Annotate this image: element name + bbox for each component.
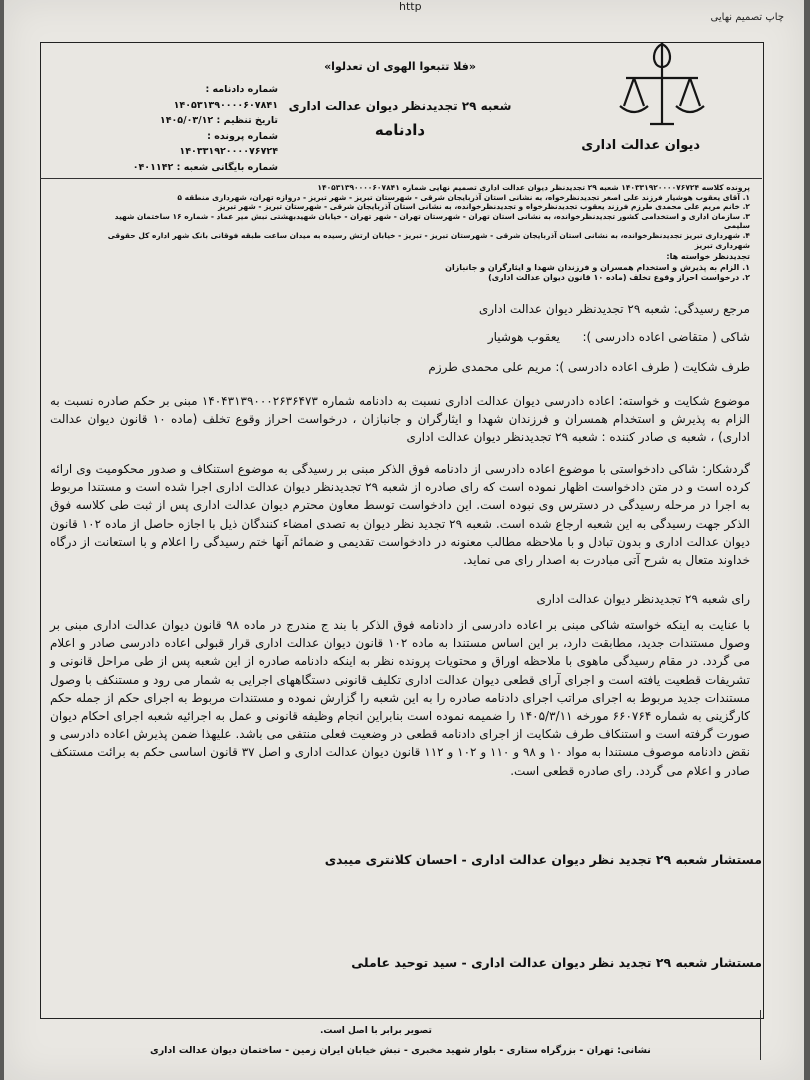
court-name: دیوان عدالت اداری (581, 138, 700, 153)
narrative-paragraph: گردشکار: شاکی دادخواستی با موضوع اعاده دادرسی از دادنامه فوق الذکر مبنی بر رسیدگی به موضوع استنکاف و صدور محکومیت وی ارائه کرده است و در متن دادخواست اظهار نموده است که رای صادره از شعبه ۲۹ تجدیدنظر دیوان عدالت اداری اجرا شده است و مستندا مربوط به اجرا در مرحله رسیدگی در دسترس وی نبوده است. این دادخواست توسط معاون محترم دیوان عدالت اداری پس از ثبت طی کلاسه فوق الذکر جهت رسیدگی به این شعبه ارجاع شده است. شعبه ۲۹ تجدید نظر دیوان به تصدی امضاء کنندگان ذیل با اجازه حاصل از ماده ۱۰۲ قانون دیوان عدالت اداری و بدون تبادل و با ملاحظه مطالب معنونه در دادخواست تقدیمی و ضمائم آنها ختم رسیدگی را اعلام و با استعانت از درگاه خداوند متعال به شرح آتی مبادرت به اصدار رای می نماید. (50, 462, 751, 568)
document-title: دادنامه (374, 121, 426, 139)
subject-paragraph: موضوع شکایت و خواسته: اعاده دادرسی دیوان عدالت اداری نسبت به دادنامه شماره ۱۴۰۴۳۱۳۹۰۰۰۲۶۳۶۴۷۳ مبنی بر حکم صادره نسبت به الزام به پذیرش و استخدام همسران و فرزندان شهدا و ایثارگران و جانبازان ، درخواست احراز وقوع تخلف (ماده ۱۰ قانون دیوان عدالت اداری) ، شعبه ی صادر کننده : شعبه ۲۹ تجدیدنظر دیوان عدالت اداری (50, 394, 750, 445)
signature-counsellor-1: مستشار شعبه ۲۹ تجدید نظر دیوان عدالت اداری - احسان کلانتری میبدی (324, 852, 762, 867)
request-item: ۲. درخواست احراز وقوع تخلف (ماده ۱۰ قانون دیوان عدالت اداری) (488, 273, 750, 282)
party-line: ۴. شهرداری تبریز تجدیدنظرخوانده، به نشانی استان آذربایجان شرقی - شهرستان تبریز - تبریز - خیابان ارتش رسیده به میدان ساعت طبقه فوقانی بانک شهر اداره کل حقوقی شهرداری تبریز (107, 230, 750, 250)
meta-archive-number: شماره بایگانی شعبه : ۰۴۰۱۱۴۲ (132, 161, 278, 173)
branch-name: شعبه ۲۹ تجدیدنظر دیوان عدالت اداری (288, 99, 512, 113)
party-line: ۱. آقای یعقوب هوشیار فرزند علی اصغر تجدیدنظرخواه، به نشانی استان آذربایجان شرقی - شهرستان تبریز - شهر تبریز - دروازه تهران، شهرداری منطقه ۵ (177, 192, 750, 202)
header-center (240, 60, 560, 139)
meta-case-number: شماره پرونده : ۱۴۰۳۳۱۹۲۰۰۰۰۷۶۷۲۴ (179, 130, 278, 157)
parties-list (90, 183, 750, 250)
defendant: طرف شکایت ( طرف اعاده دادرسی ): مریم علی محمدی طرزم (428, 360, 750, 374)
header-divider (40, 178, 762, 179)
party-line: ۳. سازمان اداری و استخدامی کشور تجدیدنظرخوانده، به نشانی استان تهران - شهرستان تهران - شهر تهران - خیابان شهیدبهشتی نبش میر عماد - شماره ۱۶ ساختمان شهید سلیمی (114, 211, 750, 231)
print-label: چاپ تصمیم نهایی (710, 12, 784, 23)
ruling-paragraph: با عنایت به اینکه خواسته شاکی مبنی بر اعاده دادرسی از دادنامه فوق الذکر با بند ج مندرج در ماده ۹۸ قانون دیوان عدالت اداری مبنی بر وصول مستندات جدید، مطابقت دارد، بر این اساس مستندا به ماده ۱۰۲ قانون دیوان عدالت اداری قرار قبولی اعاده دادرسی صادر و اعلام می گردد. در مقام رسیدگی ماهوی با ملاحظه اوراق و محتویات پرونده نظر به اینکه دادنامه صادره از این شعبه پس از طی مراحل قانونی و تشریفات قطعیت یافته است و اجرای آرای قطعی دیوان عدالت اداری تکلیف قانونی دستگاههای اجرایی به شمار می رود و مستنکف با وصول مستندات جدید مربوط به اجرای مراتب اجرای دادنامه صادره را به این شعبه را گزارش نموده و مستندات مربوط به اجرای حکم از جمله حکم کارگزینی به شماره ۶۶۰۷۶۴ مورخه ۱۴۰۵/۳/۱۱ را ضمیمه نموده است بنابراین انجام وظیفه قانونی و عمل به اجرائیه شعبه اجرای احکام دیوان صورت گرفته است و استنکاف طرف شکایت از اجرای دادنامه قطعی در وضعیت فعلی منتفی می باشد. علیهذا ضمن پذیرش اعاده دادرسی و نقض دادنامه موصوف مستندا به مواد ۱۰ و ۹۸ و ۱۱۰ و ۱۰۲ و ۱۱۲ قانون دیوان عدالت اداری و اصل ۳۷ قانون اساسی حکم به برائت مستنکف صادر و اعلام می گردد. رای صادره قطعی است. (50, 618, 750, 778)
meta-verdict-number: شماره دادنامه : ۱۴۰۵۳۱۳۹۰۰۰۰۶۰۷۸۴۱ (173, 84, 278, 111)
certified-copy-note: تصویر برابر با اصل است. (320, 1026, 432, 1036)
signature-counsellor-2: مستشار شعبه ۲۹ تجدید نظر دیوان عدالت اداری - سید توحید عاملی (351, 955, 762, 970)
url-fragment: http (399, 0, 422, 13)
ruling-heading: رای شعبه ۲۹ تجدیدنظر دیوان عدالت اداری (536, 592, 750, 606)
party-line: ۲. خانم مریم علی محمدی طرزم فرزند یعقوب تجدیدنظرخواه و تجدیدنظرخوانده، به نشانی استان آذربایجان شرقی - شهرستان تبریز - شهر تبریز (218, 202, 750, 212)
reference-authority: مرجع رسیدگی: شعبه ۲۹ تجدیدنظر دیوان عدالت اداری (478, 302, 750, 316)
meta-date: تاریخ تنظیم : ۱۴۰۵/۰۳/۱۲ (159, 115, 278, 126)
footer-divider (760, 1010, 762, 1060)
quran-verse: «فلا تتبعوا الهوی ان تعدلوا» (324, 60, 476, 73)
plaintiff-label: شاکی ( متقاضی اعاده دادرسی ): (582, 330, 750, 344)
request-item: ۱. الزام به پذیرش و استخدام همسران و فرزندان شهدا و ایثارگران و جانبازان (445, 262, 750, 272)
justice-scale-emblem-icon (612, 34, 712, 134)
appeal-requests (300, 252, 750, 284)
party-line: پرونده کلاسه ۱۴۰۳۳۱۹۲۰۰۰۰۷۶۷۲۴ شعبه ۲۹ تجدیدنظر دیوان عدالت اداری تصمیم نهایی شماره ۱۴۰۵۳۱۳۹۰۰۰۰۶۰۷۸۴۱ (317, 183, 750, 192)
court-address: نشانی: تهران - بزرگراه ستاری - بلوار شهید مخبری - نبش خیابان ایران زمین - ساختمان دیوان عدالت اداری (150, 1045, 651, 1056)
plaintiff-name: یعقوب هوشیار (487, 330, 560, 344)
requests-heading: تجدیدنظر خواسته ها: (666, 252, 750, 261)
document-meta (108, 82, 278, 175)
